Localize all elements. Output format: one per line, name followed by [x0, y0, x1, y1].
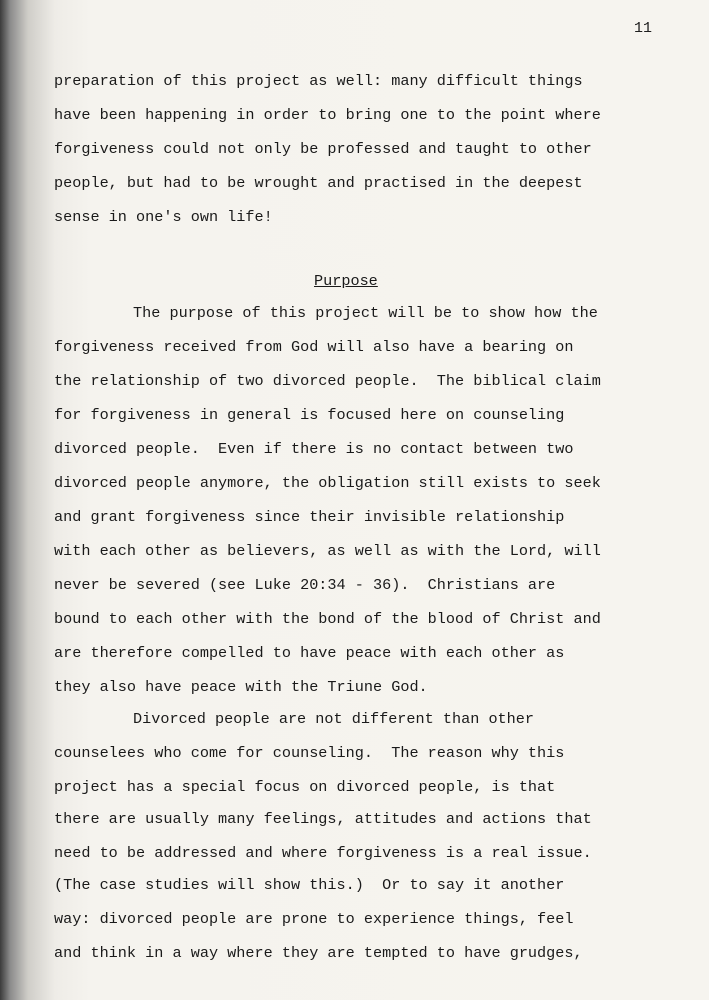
section-heading: Purpose [314, 272, 378, 290]
text-line: bound to each other with the bond of the blood of Christ and [54, 610, 601, 628]
text-line: (The case studies will show this.) Or to say it another [54, 876, 565, 894]
text-line: the relationship of two divorced people. The biblical claim [54, 372, 601, 390]
text-line: they also have peace with the Triune God. [54, 678, 428, 696]
text-line: way: divorced people are prone to experience things, feel [54, 910, 574, 928]
text-line: sense in one's own life! [54, 208, 273, 226]
text-line: have been happening in order to bring one to the point where [54, 106, 601, 124]
text-line: need to be addressed and where forgiveness is a real issue. [54, 844, 592, 862]
text-line: forgiveness could not only be professed and taught to other [54, 140, 592, 158]
text-line: Divorced people are not different than other [133, 710, 535, 728]
text-line: are therefore compelled to have peace with each other as [54, 644, 565, 662]
text-line: divorced people anymore, the obligation still exists to seek [54, 474, 601, 492]
text-line: counselees who come for counseling. The reason why this [54, 744, 565, 762]
text-line: for forgiveness in general is focused here on counseling [54, 406, 565, 424]
page-number: 11 [633, 20, 652, 37]
text-line: there are usually many feelings, attitudes and actions that [54, 810, 592, 828]
text-line: and think in a way where they are tempted to have grudges, [54, 944, 583, 962]
text-line: divorced people. Even if there is no contact between two [54, 440, 574, 458]
text-line: The purpose of this project will be to show how the [133, 304, 598, 322]
text-line: and grant forgiveness since their invisible relationship [54, 508, 565, 526]
text-line: people, but had to be wrought and practised in the deepest [54, 174, 583, 192]
text-line: project has a special focus on divorced people, is that [54, 778, 556, 796]
text-line: forgiveness received from God will also have a bearing on [54, 338, 574, 356]
text-line: never be severed (see Luke 20:34 - 36). Christians are [54, 576, 556, 594]
text-line: with each other as believers, as well as with the Lord, will [54, 542, 601, 560]
text-line: preparation of this project as well: many difficult things [54, 72, 583, 90]
